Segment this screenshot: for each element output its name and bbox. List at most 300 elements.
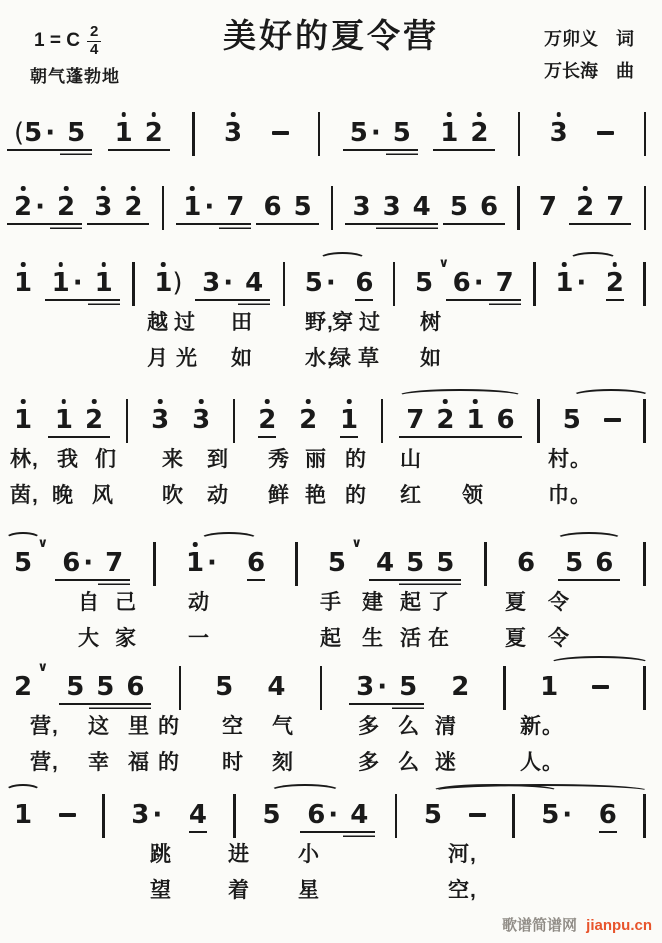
score-line: [0, 786, 662, 906]
augmentation-dot-icon: ·: [207, 548, 217, 578]
beam-group: [450, 194, 498, 220]
note-number: 4: [412, 192, 431, 222]
song-title: 美好的夏令营: [223, 17, 439, 54]
lyric-syllable: 多: [358, 715, 380, 738]
note-5: [406, 550, 424, 576]
duration-dash: [59, 813, 76, 817]
note-number: 1: [14, 800, 33, 830]
note-number: 7: [495, 268, 514, 298]
note-number: 1: [183, 192, 202, 222]
slur-arc: [431, 784, 559, 798]
note-1: [440, 120, 458, 146]
barline: [179, 666, 182, 710]
note-number: 7: [105, 548, 124, 578]
lyric-syllable: 营,: [30, 751, 59, 774]
note-number: 4: [188, 800, 207, 830]
watermark-site-name: 歌谱简谱网: [501, 917, 577, 934]
slur-arc: [5, 784, 41, 798]
lyric-syllable: 进: [228, 843, 250, 866]
barline: [393, 262, 396, 306]
lyrics-line: [0, 618, 662, 654]
augmentation-dot-icon: ·: [370, 118, 381, 148]
note-5: [96, 674, 114, 700]
barline: [643, 794, 646, 838]
duration-dash: [469, 813, 486, 817]
note-number: 7: [226, 192, 245, 222]
lyric-syllable: 里: [128, 715, 150, 738]
note-6: [62, 550, 93, 576]
lyric-syllable: 们: [95, 448, 117, 471]
lyric-syllable: 绿: [330, 347, 352, 370]
lyric-syllable: 新。: [520, 715, 564, 738]
lyric-syllable: 风: [92, 484, 114, 507]
score-line: [0, 178, 662, 226]
note-1: [14, 407, 32, 433]
note-7: [606, 194, 624, 220]
lyric-syllable: 到: [207, 448, 229, 471]
note-number: 2: [605, 268, 624, 298]
lyric-syllable: 夏: [505, 591, 527, 614]
note-number: 3: [224, 118, 243, 148]
beam-group: [66, 674, 144, 700]
note-number: 4: [350, 800, 369, 830]
note-number: 7: [606, 192, 625, 222]
barline: [644, 186, 647, 230]
slur-arc: [549, 656, 650, 670]
beam-group: [406, 407, 514, 433]
breath-mark-icon: ∨: [438, 256, 450, 271]
note-number: 3: [131, 800, 150, 830]
note-number: 3: [192, 405, 211, 435]
open-paren-icon: (: [14, 118, 25, 148]
note-number: 3: [382, 192, 401, 222]
beam-group: [94, 194, 142, 220]
barline: [162, 186, 165, 230]
note-5: [305, 270, 336, 296]
note-number: 1: [340, 405, 359, 435]
note-number: 2: [124, 192, 143, 222]
barline: [153, 542, 156, 586]
note-5: [350, 120, 381, 146]
note-1: [340, 407, 358, 433]
lyrics-line: [0, 338, 662, 374]
barline: [643, 666, 646, 710]
note-3: [151, 407, 169, 433]
barline: [295, 542, 298, 586]
note-3: [224, 120, 242, 146]
note-5: [215, 674, 233, 700]
note-6: [126, 674, 144, 700]
note-4: [245, 270, 263, 296]
time-signature-denominator: 4: [89, 40, 99, 58]
barline: [643, 542, 646, 586]
note-1: [14, 802, 32, 828]
lyric-syllable: 茵,: [10, 484, 39, 507]
note-1: [186, 550, 217, 576]
lyric-syllable: 草: [358, 347, 380, 370]
note-2: [14, 194, 45, 220]
note-number: 5: [67, 118, 86, 148]
score-line: [0, 534, 662, 654]
note-number: 1: [540, 672, 559, 702]
lyric-syllable: 令: [548, 591, 570, 614]
note-number: 2: [436, 405, 455, 435]
note-number: 5: [415, 268, 434, 298]
lyric-syllable: 生: [362, 627, 384, 650]
note-1: [55, 407, 73, 433]
barline: [126, 399, 129, 443]
note-number: 5: [349, 118, 368, 148]
notation-line: [0, 104, 662, 152]
lyric-syllable: 幸: [88, 751, 110, 774]
note-5: [14, 120, 55, 146]
slur-arc: [200, 532, 259, 546]
lyric-syllable: 红: [400, 484, 422, 507]
note-number: 1: [555, 268, 574, 298]
note-number: 6: [598, 800, 617, 830]
beam-group: [576, 194, 624, 220]
barline: [192, 112, 195, 156]
note-1: [14, 270, 32, 296]
notation-line: [0, 534, 662, 582]
note-6: [307, 802, 338, 828]
watermark: [502, 914, 652, 935]
slur-arc: [397, 389, 523, 403]
note-2: [57, 194, 75, 220]
slur-arc: [5, 532, 41, 546]
lyric-syllable: 山: [400, 448, 422, 471]
lyrics-line: [0, 582, 662, 618]
note-3: [192, 407, 210, 433]
slur-arc: [433, 784, 650, 798]
lyric-syllable: 空,: [448, 879, 477, 902]
note-6: [497, 407, 515, 433]
duration-dash: [592, 685, 609, 689]
note-2: [470, 120, 488, 146]
beam-group: [352, 194, 430, 220]
note-5: [263, 802, 281, 828]
note-3: [356, 674, 387, 700]
lyric-syllable: 望: [150, 879, 172, 902]
slur-arc: [572, 389, 650, 403]
lyric-syllable: 清: [435, 715, 457, 738]
note-6: [453, 270, 484, 296]
note-2: [258, 407, 276, 433]
barline: [512, 794, 515, 838]
notation-line: [0, 254, 662, 302]
sheet-header: [0, 0, 662, 100]
lyric-syllable: 人。: [520, 751, 564, 774]
lyric-syllable: 树: [420, 311, 442, 334]
note-3: [383, 194, 401, 220]
beam-group: [376, 550, 454, 576]
beam-group: [263, 194, 311, 220]
barline: [503, 666, 506, 710]
note-number: 6: [452, 268, 471, 298]
note-number: 7: [406, 405, 425, 435]
note-4: [350, 802, 368, 828]
barline: [484, 542, 487, 586]
note-number: 5: [66, 672, 85, 702]
barline: [233, 399, 236, 443]
note-6: [599, 802, 617, 828]
note-3: [352, 194, 370, 220]
note-number: 3: [356, 672, 375, 702]
lyric-syllable: 过: [359, 311, 381, 334]
slur-arc: [319, 252, 367, 266]
augmentation-dot-icon: ·: [377, 672, 388, 702]
note-6: [355, 270, 373, 296]
lyric-syllable: 鲜: [268, 484, 290, 507]
lyric-syllable: 过: [174, 311, 196, 334]
lyrics-line: [0, 439, 662, 475]
beam-group: [356, 674, 417, 700]
duration-dash: [272, 131, 289, 135]
lyric-syllable: 动: [207, 484, 229, 507]
note-6: [595, 550, 613, 576]
lyric-syllable: 林,: [10, 448, 39, 471]
note-number: 1: [466, 405, 485, 435]
beam-group: [62, 550, 123, 576]
note-number: 2: [576, 192, 595, 222]
barline: [643, 399, 646, 443]
note-number: 4: [267, 672, 286, 702]
breath-mark-icon: ∨: [37, 536, 49, 551]
note-number: 7: [538, 192, 557, 222]
barline: [320, 666, 323, 710]
slur-arc: [270, 784, 340, 798]
note-number: 2: [14, 192, 33, 222]
augmentation-dot-icon: ·: [562, 800, 573, 830]
note-number: 5: [436, 548, 455, 578]
note-1: [466, 407, 484, 433]
note-5: [436, 550, 454, 576]
lyric-syllable: 领: [462, 484, 484, 507]
lyric-syllable: 起: [400, 591, 422, 614]
lyric-syllable: 如: [231, 347, 253, 370]
note-2: [124, 194, 142, 220]
note-number: 5: [327, 548, 346, 578]
lyric-syllable: 我: [57, 448, 79, 471]
augmentation-dot-icon: ·: [45, 118, 56, 148]
barline: [537, 399, 540, 443]
note-6: [247, 550, 265, 576]
lyric-syllable: 如: [420, 347, 442, 370]
note-number: 5: [14, 548, 33, 578]
lyric-syllable: 星: [298, 879, 320, 902]
note-number: 2: [258, 405, 277, 435]
note-5: [66, 674, 84, 700]
lyrics-line: [0, 302, 662, 338]
note-5: [563, 407, 581, 433]
note-2: [85, 407, 103, 433]
lyric-syllable: 着: [228, 879, 250, 902]
lyric-syllable: 村。: [548, 448, 592, 471]
note-number: 5: [449, 192, 468, 222]
lyric-syllable: 水,: [305, 347, 334, 370]
lyricist-credit: 万卯义 词: [544, 29, 634, 49]
note-7: [105, 550, 123, 576]
note-number: 6: [496, 405, 515, 435]
note-5: [541, 802, 572, 828]
barline: [381, 399, 384, 443]
note-number: 1: [154, 268, 173, 298]
lyric-syllable: 巾。: [548, 484, 592, 507]
note-7: [406, 407, 424, 433]
time-signature-numerator: 2: [87, 24, 101, 42]
beam-group: [202, 270, 263, 296]
beam-group: [14, 194, 75, 220]
note-4: [413, 194, 431, 220]
beam-group: [14, 120, 85, 146]
note-5: [294, 194, 312, 220]
note-number: 6: [126, 672, 145, 702]
lyric-syllable: 跳: [150, 843, 172, 866]
lyric-syllable: 起: [320, 627, 342, 650]
note-number: 3: [549, 118, 568, 148]
note-number: 1: [114, 118, 133, 148]
credits: [544, 24, 634, 87]
beam-group: [183, 194, 244, 220]
augmentation-dot-icon: ·: [223, 268, 234, 298]
note-number: 5: [96, 672, 115, 702]
barline: [331, 186, 334, 230]
lyric-syllable: 时: [222, 751, 244, 774]
note-number: 1: [185, 548, 205, 578]
note-number: 6: [516, 548, 536, 578]
barline: [102, 794, 105, 838]
lyric-syllable: 的: [345, 448, 367, 471]
barline: [132, 262, 135, 306]
lyric-syllable: 越: [147, 311, 169, 334]
notation-line: [0, 786, 662, 834]
slur-arc: [556, 532, 622, 546]
note-number: 6: [62, 548, 81, 578]
beam-group: [115, 120, 163, 146]
lyrics-line: [0, 870, 662, 906]
note-7: [539, 194, 557, 220]
duration-dash: [604, 418, 621, 422]
lyric-syllable: 小: [298, 843, 320, 866]
score-line: [0, 658, 662, 778]
lyric-syllable: 己: [115, 591, 137, 614]
note-1: [95, 270, 113, 296]
note-number: 6: [307, 800, 326, 830]
lyric-syllable: 艳: [305, 484, 327, 507]
note-3: [202, 270, 233, 296]
lyric-syllable: 丽: [305, 448, 327, 471]
notation-line: [0, 391, 662, 439]
beam-group: [52, 270, 113, 296]
note-3: [550, 120, 568, 146]
lyric-syllable: 家: [115, 627, 137, 650]
note-5: [450, 194, 468, 220]
note-number: 5: [392, 118, 411, 148]
lyric-syllable: 建: [362, 591, 384, 614]
lyric-syllable: 夏: [505, 627, 527, 650]
note-5: [327, 536, 362, 578]
augmentation-dot-icon: ·: [35, 192, 45, 222]
composer-credit: 万长海 曲: [544, 60, 634, 81]
note-2: [145, 120, 163, 146]
lyric-syllable: 来: [162, 448, 184, 471]
note-number: 1: [14, 405, 33, 435]
note-number: 1: [440, 118, 459, 148]
lyric-syllable: 野,: [305, 311, 334, 334]
note-2: [436, 407, 454, 433]
note-7: [496, 270, 514, 296]
lyrics-line: [0, 742, 662, 778]
lyric-syllable: 吹: [162, 484, 184, 507]
note-number: 5: [423, 800, 442, 830]
note-number: 1: [94, 268, 113, 298]
lyric-syllable: 在: [428, 627, 450, 650]
lyric-syllable: 刻: [272, 751, 294, 774]
lyric-syllable: 么: [398, 751, 420, 774]
watermark-domain: jianpu.cn: [586, 917, 652, 934]
lyric-syllable: 穿: [332, 311, 354, 334]
note-4: [267, 674, 285, 700]
lyric-syllable: 的: [158, 751, 180, 774]
barline: [395, 794, 398, 838]
note-1: [154, 270, 182, 296]
note-4: [376, 550, 394, 576]
note-6: [480, 194, 498, 220]
beam-group: [565, 550, 613, 576]
augmentation-dot-icon: ·: [204, 192, 215, 222]
note-number: 5: [24, 118, 43, 148]
close-paren-icon: ): [172, 268, 183, 298]
notation-line: [0, 658, 662, 706]
note-1: [52, 270, 83, 296]
beam-group: [440, 120, 488, 146]
score-line: [0, 104, 662, 152]
lyric-syllable: 田: [231, 311, 253, 334]
note-2: [299, 407, 317, 433]
lyric-syllable: 动: [188, 591, 210, 614]
score-line: [0, 391, 662, 511]
note-2: [14, 660, 49, 702]
note-1: [540, 674, 558, 700]
lyric-syllable: 手: [320, 591, 342, 614]
note-6: [263, 194, 281, 220]
note-2: [606, 270, 624, 296]
note-number: 5: [399, 672, 418, 702]
note-number: 3: [151, 405, 170, 435]
note-5: [67, 120, 85, 146]
note-5: [399, 674, 417, 700]
lyrics-line: [0, 475, 662, 511]
barline: [643, 262, 646, 306]
lyric-syllable: 月: [147, 347, 169, 370]
note-number: 3: [94, 192, 113, 222]
augmentation-dot-icon: ·: [72, 268, 83, 298]
note-number: 6: [595, 548, 614, 578]
beam-group: [55, 407, 103, 433]
slur-arc: [569, 252, 618, 266]
note-1: [555, 270, 586, 296]
note-5: [14, 536, 49, 578]
score-line: [0, 254, 662, 374]
note-number: 5: [406, 548, 425, 578]
note-number: 1: [14, 268, 33, 298]
augmentation-dot-icon: ·: [473, 268, 484, 298]
lyric-syllable: 自: [78, 591, 100, 614]
lyric-syllable: 了: [428, 591, 450, 614]
barline: [533, 262, 536, 306]
lyric-syllable: 气: [272, 715, 294, 738]
lyrics-line: [0, 834, 662, 870]
